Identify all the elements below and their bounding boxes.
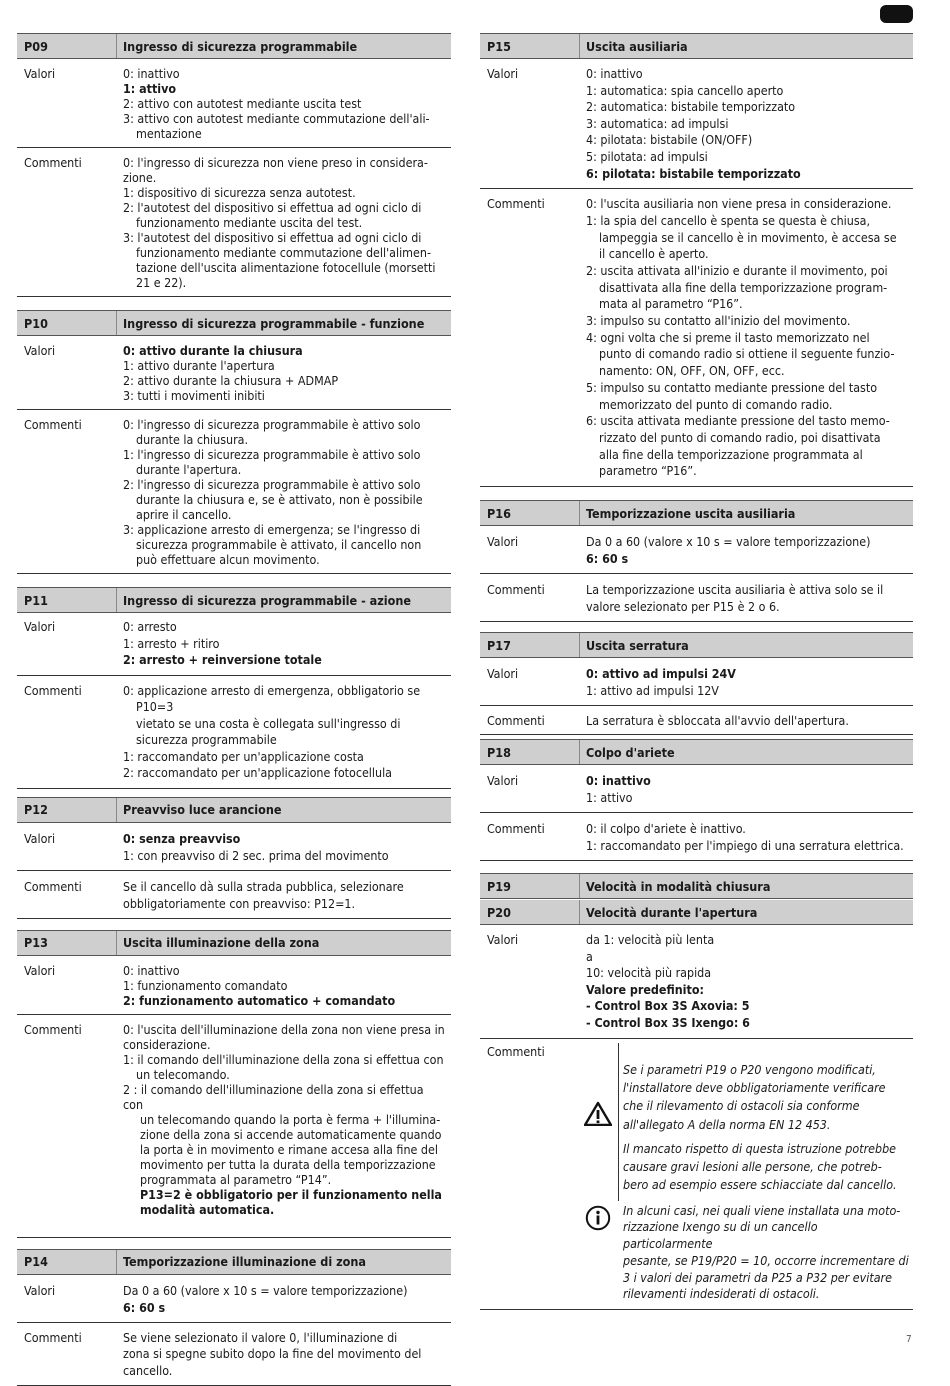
value-line: 4: pilotata: bistabile (ON/OFF) [586,132,909,149]
right-column [480,33,913,1310]
commenti-label: Commenti [480,1043,580,1303]
commenti-row [480,574,913,622]
comment-line: Se il cancello dà sulla strada pubblica, selezionare [123,878,447,895]
comment-line-bold: P13=2 è obbligatorio per il funzionamento nella [123,1187,447,1202]
comment-line: P10=3 [123,699,447,716]
param-header [480,500,913,526]
value-line: 1: attivo [586,789,909,806]
commenti-row [17,676,451,789]
comment-line: funzionamento mediante commutazione dell'alimen- [123,245,447,260]
comment-line: 1: la spia del cancello è spenta se questa è chiusa, [586,213,909,230]
warning-line: bero ad esempio essere schiacciate dal cancello. [623,1176,909,1194]
value-line: 0: inattivo [123,963,447,978]
comment-line: La temporizzazione uscita ausiliaria è attiva solo se il [586,581,909,598]
value-line-default: 0: senza preavviso [123,830,447,847]
value-line: 10: velocità più rapida [586,965,909,982]
value-line: da 1: velocità più lenta [586,932,909,949]
comment-line: durante la chiusura. [123,432,447,447]
param-header [17,930,451,956]
value-line: 3: automatica: ad impulsi [586,116,909,133]
value-line: a [586,949,909,966]
comment-line-bold: modalità automatica. [123,1202,447,1217]
param-code: P17 [480,633,580,657]
value-line: 3: tutti i movimenti inibiti [123,388,447,403]
valori-label: Valori [17,66,117,141]
valori-label: Valori [17,963,117,1008]
value-line-default: 1: attivo [123,81,447,96]
commenti-content [117,1022,451,1217]
info-block [580,1203,909,1303]
param-code: P16 [480,501,580,525]
left-column [17,33,451,1386]
param-code: P14 [17,1250,117,1274]
commenti-label: Commenti [480,820,580,854]
commenti-row [480,706,913,735]
commenti-label: Commenti [17,1330,117,1380]
param-title: Ingresso di sicurezza programmabile - funzione [117,316,424,331]
param-header [480,739,913,765]
commenti-label: Commenti [17,417,117,567]
valori-row [480,658,913,706]
comment-line: punto di comando radio si ottiene il seguente funzio- [586,346,909,363]
value-line: 3: attivo con autotest mediante commutazione dell'ali- [123,111,447,126]
commenti-content [580,196,913,480]
comment-line: 2: raccomandato per un'applicazione fotocellula [123,765,447,782]
valori-row [17,956,451,1015]
param-code: P12 [17,798,117,822]
commenti-label: Commenti [480,581,580,615]
comment-line: può effettuare alcun movimento. [123,552,447,567]
comment-line: 4: ogni volta che si preme il tasto memorizzato nel [586,330,909,347]
param-header [480,899,913,925]
param-p17 [480,632,913,735]
commenti-content [117,683,451,782]
comment-line: alla fine della temporizzazione programmata al [586,447,909,464]
valori-row [17,823,451,871]
comment-line: 21 e 22). [123,275,447,290]
param-p12 [17,797,451,919]
comment-line: aprire il cancello. [123,507,447,522]
commenti-content [117,155,451,290]
comment-line: 2: l'ingresso di sicurezza programmabile è attivo solo [123,477,447,492]
warning-line: all'allegato A della norma EN 12 453. [623,1116,909,1134]
valori-content [580,665,913,699]
valori-row [17,336,451,410]
value-line: 1: attivo durante l'apertura [123,358,447,373]
value-line: Da 0 a 60 (valore x 10 s = valore temporizzazione) [586,533,909,550]
warning-line: Il mancato rispetto di questa istruzione potrebbe [623,1140,909,1158]
valori-content [580,772,913,806]
warning-block [580,1043,909,1201]
page-tab-marker [880,5,913,23]
valori-row [480,765,913,813]
value-line: mentazione [123,126,447,141]
comment-line: 5: impulso su contatto mediante pressione del tasto [586,380,909,397]
param-title: Temporizzazione illuminazione di zona [117,1254,366,1269]
value-line: 1: con preavviso di 2 sec. prima del movimento [123,847,447,864]
value-line-default: 2: arresto + reinversione totale [123,652,447,669]
param-p11 [17,587,451,789]
value-line-default: 0: inattivo [586,772,909,789]
commenti-label: Commenti [17,155,117,290]
commenti-row [17,148,451,297]
param-title: Uscita ausiliaria [580,39,688,54]
valori-content [117,619,451,669]
valori-content [117,343,451,403]
comment-line: namento: ON, OFF, ON, OFF, ecc. [586,363,909,380]
value-line: 2: attivo con autotest mediante uscita test [123,96,447,111]
comment-line: 2: l'autotest del dispositivo si effettua ad ogni ciclo di [123,200,447,215]
value-line-default: - Control Box 3S Axovia: 5 [586,998,909,1015]
valori-content [117,1282,451,1316]
comment-line: il cancello è aperto. [586,246,909,263]
comment-line: parametro “P16”. [586,463,909,480]
param-title: Ingresso di sicurezza programmabile - azione [117,593,411,608]
valori-label: Valori [17,830,117,864]
param-title: Velocità durante l'apertura [580,905,757,920]
comment-line: rizzato del punto di comando radio, poi disattivata [586,430,909,447]
comment-line: tazione dell'uscita alimentazione fotocellule (morsetti [123,260,447,275]
value-line: 1: automatica: spia cancello aperto [586,83,909,100]
valori-label: Valori [17,343,117,403]
valori-label: Valori [480,772,580,806]
valori-label: Valori [480,533,580,567]
param-p19-p20 [480,873,913,1310]
commenti-label: Commenti [480,713,580,728]
comment-line: zona si spegne subito dopo la fine del movimento del [123,1346,447,1363]
comment-line: 0: applicazione arresto di emergenza, obbligatorio se [123,683,447,700]
comment-line: la porta è in movimento e rimane accesa alla fine del [123,1142,447,1157]
comment-line: 1: dispositivo di sicurezza senza autotest. [123,185,447,200]
value-line-default: - Control Box 3S Ixengo: 6 [586,1015,909,1032]
param-header [17,587,451,613]
value-line: 2: automatica: bistabile temporizzato [586,99,909,116]
commenti-content [580,1043,913,1303]
valori-content [580,533,913,567]
comment-line: disattivata alla fine della temporizzazione program- [586,280,909,297]
comment-line: memorizzato del punto di comando radio. [586,397,909,414]
commenti-row [17,410,451,574]
param-title: Preavviso luce arancione [117,802,282,817]
comment-line: 1: l'ingresso di sicurezza programmabile è attivo solo [123,447,447,462]
info-text [618,1203,909,1303]
value-line: 1: funzionamento comandato [123,978,447,993]
param-header [17,33,451,59]
warning-line: l'installatore deve obbligatoriamente verificare [623,1079,909,1097]
commenti-row [480,1039,913,1310]
comment-line: un telecomando quando la porta è ferma + l'illumina- [123,1112,447,1127]
value-line: 5: pilotata: ad impulsi [586,149,909,166]
param-header [480,873,913,899]
comment-line: 2 : il comando dell'illuminazione della zona si effettua con [123,1082,447,1112]
warning-icon [584,1101,612,1126]
valori-row [480,526,913,574]
comment-line: 6: uscita attivata mediante pressione del tasto memo- [586,413,909,430]
info-icon [585,1205,611,1231]
valori-content [580,932,913,1032]
comment-line: 3: l'autotest del dispositivo si effettua ad ogni ciclo di [123,230,447,245]
comment-line: durante l'apertura. [123,462,447,477]
valori-label: Valori [480,932,580,1032]
param-code: P11 [17,588,117,612]
commenti-content [580,820,913,854]
value-line-default: Valore predefinito: [586,982,909,999]
param-title: Colpo d'ariete [580,745,675,760]
comment-line: 0: l'ingresso di sicurezza programmabile è attivo solo [123,417,447,432]
comment-line: 1: raccomandato per un'applicazione costa [123,749,447,766]
commenti-label: Commenti [17,878,117,912]
commenti-content [117,417,451,567]
commenti-content [580,713,913,728]
param-p13 [17,930,451,1238]
value-line: 0: inattivo [123,66,447,81]
param-p15 [480,33,913,487]
comment-line: zione. [123,170,447,185]
comment-line: obbligatoriamente con preavviso: P12=1. [123,895,447,912]
comment-line: sicurezza programmabile è attivato, il cancello non [123,537,447,552]
value-line-default: 2: funzionamento automatico + comandato [123,993,447,1008]
valori-content [117,66,451,141]
comment-line: 0: l'ingresso di sicurezza non viene preso in considera- [123,155,447,170]
comment-line: programmata al parametro “P14”. [123,1172,447,1187]
comment-line: 0: il colpo d'ariete è inattivo. [586,820,909,837]
param-p18 [480,739,913,861]
valori-row [17,613,451,676]
comment-line: vietato se una costa è collegata sull'ingresso di [123,716,447,733]
info-line: pesante, se P19/P20 = 10, occorre incrementare di [623,1253,909,1270]
valori-label: Valori [480,66,580,182]
value-line: Da 0 a 60 (valore x 10 s = valore temporizzazione) [123,1282,447,1299]
param-p09 [17,33,451,297]
valori-label: Valori [480,665,580,699]
param-title: Uscita serratura [580,638,689,653]
valori-label: Valori [17,1282,117,1316]
warning-line: Se i parametri P19 o P20 vengono modificati, [623,1061,909,1079]
param-header [480,632,913,658]
comment-line: La serratura è sbloccata all'avvio dell'apertura. [586,713,909,728]
commenti-content [580,581,913,615]
param-title: Uscita illuminazione della zona [117,935,319,950]
commenti-content [117,1330,451,1380]
comment-line: durante la chiusura e, se è attivato, non è possibile [123,492,447,507]
param-code: P15 [480,34,580,58]
info-line: In alcuni casi, nei quali viene installata una moto- [623,1203,909,1220]
param-header [17,797,451,823]
commenti-row [480,189,913,487]
valori-row [17,1275,451,1323]
commenti-row [17,871,451,919]
param-code: P18 [480,740,580,764]
info-line: rilevamenti indesiderati di ostacoli. [623,1286,909,1303]
param-title: Ingresso di sicurezza programmabile [117,39,357,54]
commenti-row [17,1015,451,1238]
valori-content [580,66,913,182]
commenti-content [117,878,451,912]
warning-line: causare gravi lesioni alle persone, che potreb- [623,1158,909,1176]
commenti-row [480,813,913,861]
comment-line: 1: il comando dell'illuminazione della zona si effettua con [123,1052,447,1067]
commenti-label: Commenti [480,196,580,480]
param-p14 [17,1249,451,1386]
comment-line: sicurezza programmabile [123,732,447,749]
valori-content [117,830,451,864]
param-code: P20 [480,900,580,924]
commenti-row [17,1323,451,1386]
value-line-default: 0: attivo ad impulsi 24V [586,665,909,682]
comment-line: un telecomando. [123,1067,447,1082]
valori-content [117,963,451,1008]
comment-line: Se viene selezionato il valore 0, l'illuminazione di [123,1330,447,1347]
value-line-default: 0: attivo durante la chiusura [123,343,447,358]
comment-line: funzionamento mediante uscita del test. [123,215,447,230]
comment-line: cancello. [123,1363,447,1380]
param-title: Velocità in modalità chiusura [580,879,770,894]
param-code: P09 [17,34,117,58]
value-line-default: 6: 60 s [586,550,909,567]
info-line: rizzazione Ixengo su di un cancello particolarmente [623,1219,909,1252]
comment-line: 3: applicazione arresto di emergenza; se l'ingresso di [123,522,447,537]
valori-label: Valori [17,619,117,669]
valori-row [480,59,913,189]
info-line: 3 i valori dei parametri da P25 a P32 per evitare [623,1270,909,1287]
comment-line: 0: l'uscita ausiliaria non viene presa in considerazione. [586,196,909,213]
comment-line: mata al parametro “P16”. [586,296,909,313]
comment-line: lampeggia se il cancello è in movimento, è accesa se [586,230,909,247]
commenti-label: Commenti [17,683,117,782]
comment-line: zione della zona si accende automaticamente quando [123,1127,447,1142]
param-code: P13 [17,931,117,955]
param-header [480,33,913,59]
param-p10 [17,310,451,574]
comment-line: considerazione. [123,1037,447,1052]
commenti-label: Commenti [17,1022,117,1217]
comment-line: 3: impulso su contatto all'inizio del movimento. [586,313,909,330]
value-line-default: 6: pilotata: bistabile temporizzato [586,166,909,183]
comment-line: 1: raccomandato per l'impiego di una serratura elettrica. [586,837,909,854]
value-line: 1: arresto + ritiro [123,636,447,653]
comment-line: 2: uscita attivata all'inizio e durante il movimento, poi [586,263,909,280]
param-header [17,1249,451,1275]
comment-line: movimento per tutta la durata della temporizzazione [123,1157,447,1172]
valori-row [480,925,913,1039]
comment-line: 0: l'uscita dell'illuminazione della zona non viene presa in [123,1022,447,1037]
param-code: P10 [17,311,117,335]
warning-line: che il rilevamento di ostacoli sia conforme [623,1097,909,1115]
comment-line: valore selezionato per P15 è 2 o 6. [586,598,909,615]
value-line: 0: inattivo [586,66,909,83]
value-line: 0: arresto [123,619,447,636]
param-header [17,310,451,336]
param-title: Temporizzazione uscita ausiliaria [580,506,795,521]
value-line: 2: attivo durante la chiusura + ADMAP [123,373,447,388]
page-number: 7 [906,1334,912,1345]
value-line-default: 6: 60 s [123,1299,447,1316]
warning-text [618,1043,909,1201]
param-p16 [480,500,913,622]
valori-row [17,59,451,148]
value-line: 1: attivo ad impulsi 12V [586,682,909,699]
param-code: P19 [480,874,580,898]
